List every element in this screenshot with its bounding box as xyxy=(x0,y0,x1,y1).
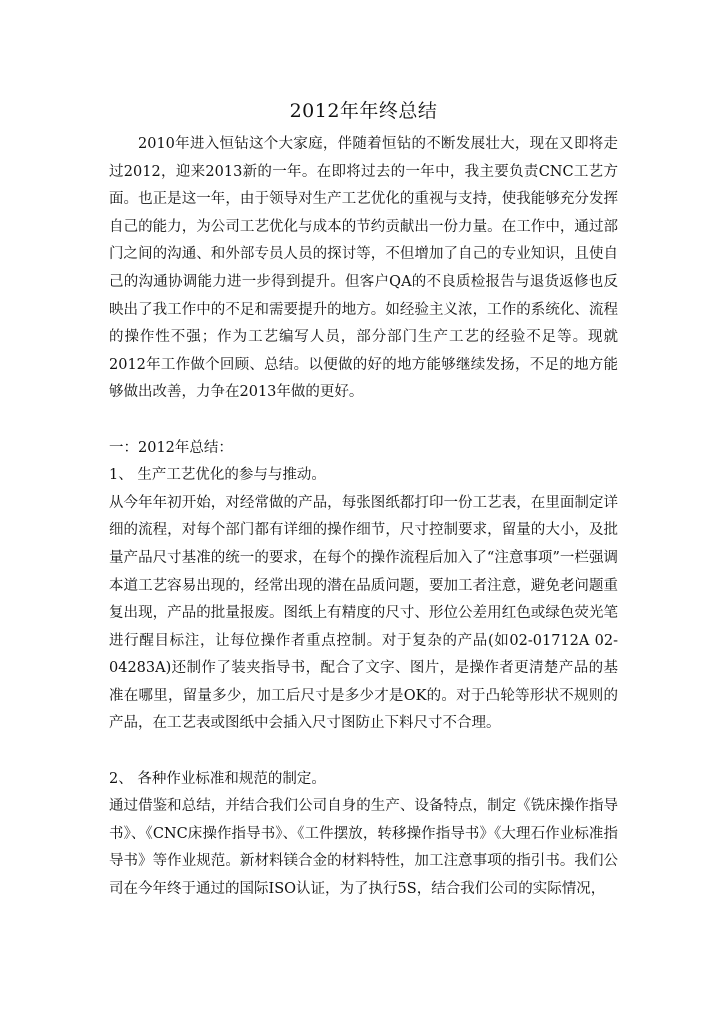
paragraph-spacer xyxy=(109,407,618,435)
paragraph-spacer xyxy=(109,738,618,766)
section-heading: 一：2012年总结： xyxy=(109,439,233,456)
item-1-body: 从今年年初开始，对经常做的产品，每张图纸都打印一份工艺表，在里面制定详细的流程，对每个部门都有详细的操作细节，尺寸控制要求，留量的大小，及批量产品尺寸基准的统一的要求，在每个的操作流程后加入了“注意事项”一栏强调本道工艺容易出现的，经常出现的潜在品质问题，要加工者注意，避免老问题重复出现，产品的批量报废。图纸上有精度的尺寸、形位公差用红色或绿色荧光笔进行醒目标注，让每位操作者重点控制。对于复杂的产品(如02-01712A 02-04283A)还制作了装夹指导书，配合了文字、图片，是操作者更清楚产品的基准在哪里，留量多少，加工后尺寸是多少才是OK的。对于凸轮等形状不规则的产品，在工艺表或图纸中会插入尺寸图防止下料尺寸不合理。 xyxy=(109,494,618,732)
item-1-heading: 1、 生产工艺优化的参与与推动。 xyxy=(109,467,326,484)
item-2-heading: 2、 各种作业标准和规范的制定。 xyxy=(109,770,326,787)
document-title: 2012年年终总结 xyxy=(289,100,438,122)
item-2-body: 通过借鉴和总结，并结合我们公司自身的生产、设备特点，制定《铣床操作指导书》、《CNC床操作指导书》、《工件摆放，转移操作指导书》《大理石作业标准指导书》等作业规范。新材料镁合金的材料特性，加工注意事项的指引书。我们公司在今年终于通过的国际ISO认证，为了执行5S，结合我们公司的实际情况， xyxy=(109,798,618,898)
intro-paragraph: 2010年进入恒钻这个大家庭，伴随着恒钻的不断发展壮大，现在又即将走过2012，迎来2013新的一年。在即将过去的一年中，我主要负责CNC工艺方面。也正是这一年，由于领导对生产工艺优化的重视与支持，使我能够充分发挥自己的能力，为公司工艺优化与成本的节约贡献出一份力量。在工作中，通过部门之间的沟通、和外部专员人员的探讨等，不但增加了自己的专业知识，且使自己的沟通协调能力进一步得到提升。但客户QA的不良质检报告与退货返修也反映出了我工作中的不足和需要提升的地方。如经验主义浓，工作的系统化、流程的操作性不强；作为工艺编写人员，部分部门生产工艺的经验不足等。现就2012年工作做个回顾、总结。以便做的好的地方能够继续发扬，不足的地方能够做出改善，力争在2013年做的更好。 xyxy=(109,136,618,401)
